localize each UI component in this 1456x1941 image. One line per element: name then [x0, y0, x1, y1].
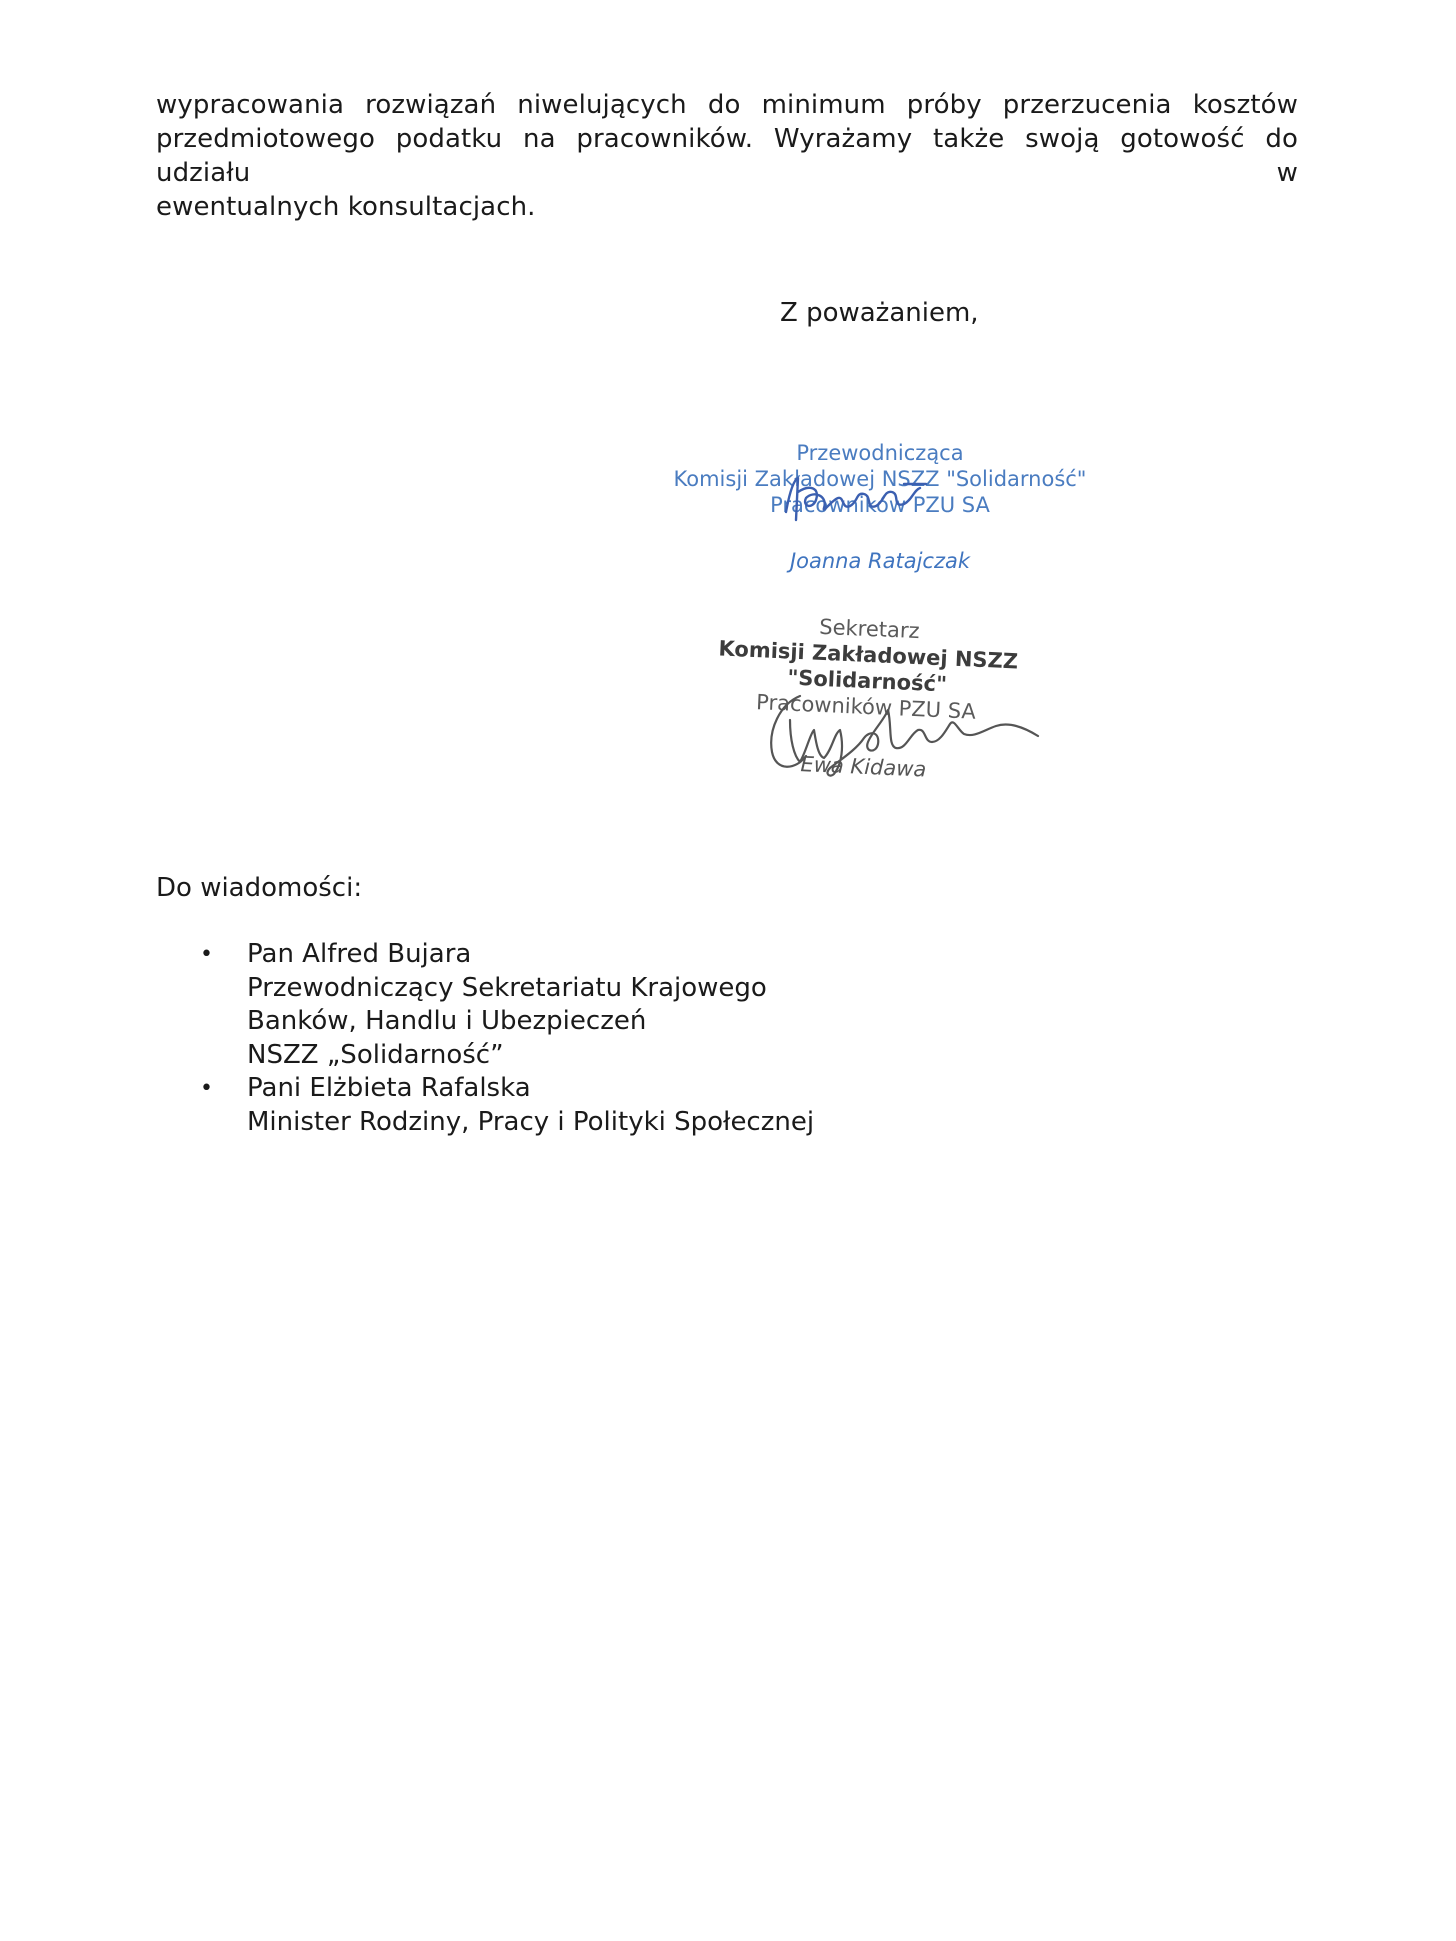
stamp-name: Joanna Ratajczak — [789, 549, 971, 573]
recipient-line: Banków, Handlu i Ubezpieczeń — [247, 1006, 647, 1036]
cc-recipient — [200, 1072, 814, 1139]
stamp-org-line: Pracowników PZU SA — [755, 690, 977, 724]
recipient-line: Pani Elżbieta Rafalska — [247, 1073, 531, 1103]
bullet-icon: • — [200, 942, 213, 967]
stamp-title: Przewodnicząca — [796, 441, 964, 465]
recipient-line: Pan Alfred Bujara — [247, 939, 472, 969]
secretary-stamp — [653, 607, 1080, 789]
recipient-line: Minister Rodziny, Pracy i Polityki Społecznej — [247, 1106, 815, 1137]
letter-paragraph — [156, 88, 1298, 224]
bullet-icon: • — [200, 1076, 213, 1101]
paragraph-line: ewentualnych konsultacjach. — [156, 192, 536, 222]
stamp-name: Ewa Kidawa — [800, 752, 927, 782]
recipient-line: NSZZ „Solidarność” — [247, 1039, 504, 1070]
closing-salutation: Z poważaniem, — [780, 298, 979, 328]
stamp-org-line: Pracowników PZU SA — [770, 493, 990, 517]
paragraph-line: przedmiotowego podatku na pracowników. Wyrażamy także swoją gotowość do udziału w — [156, 124, 1298, 188]
stamp-title: Sekretarz — [818, 614, 921, 644]
paragraph-line: wypracowania rozwiązań niwelujących do minimum próby przerzucenia kosztów — [156, 90, 1298, 120]
stamp-org-line: Komisji Zakładowej NSZZ "Solidarność" — [718, 636, 1019, 697]
cc-recipient — [200, 938, 814, 1072]
stamp-org-line: Komisji Zakładowej NSZZ "Solidarność" — [673, 467, 1087, 491]
chair-stamp — [670, 440, 1090, 574]
cc-recipient-list — [200, 938, 814, 1139]
recipient-line: Przewodniczący Sekretariatu Krajowego — [247, 972, 767, 1003]
cc-heading: Do wiadomości: — [156, 873, 363, 903]
